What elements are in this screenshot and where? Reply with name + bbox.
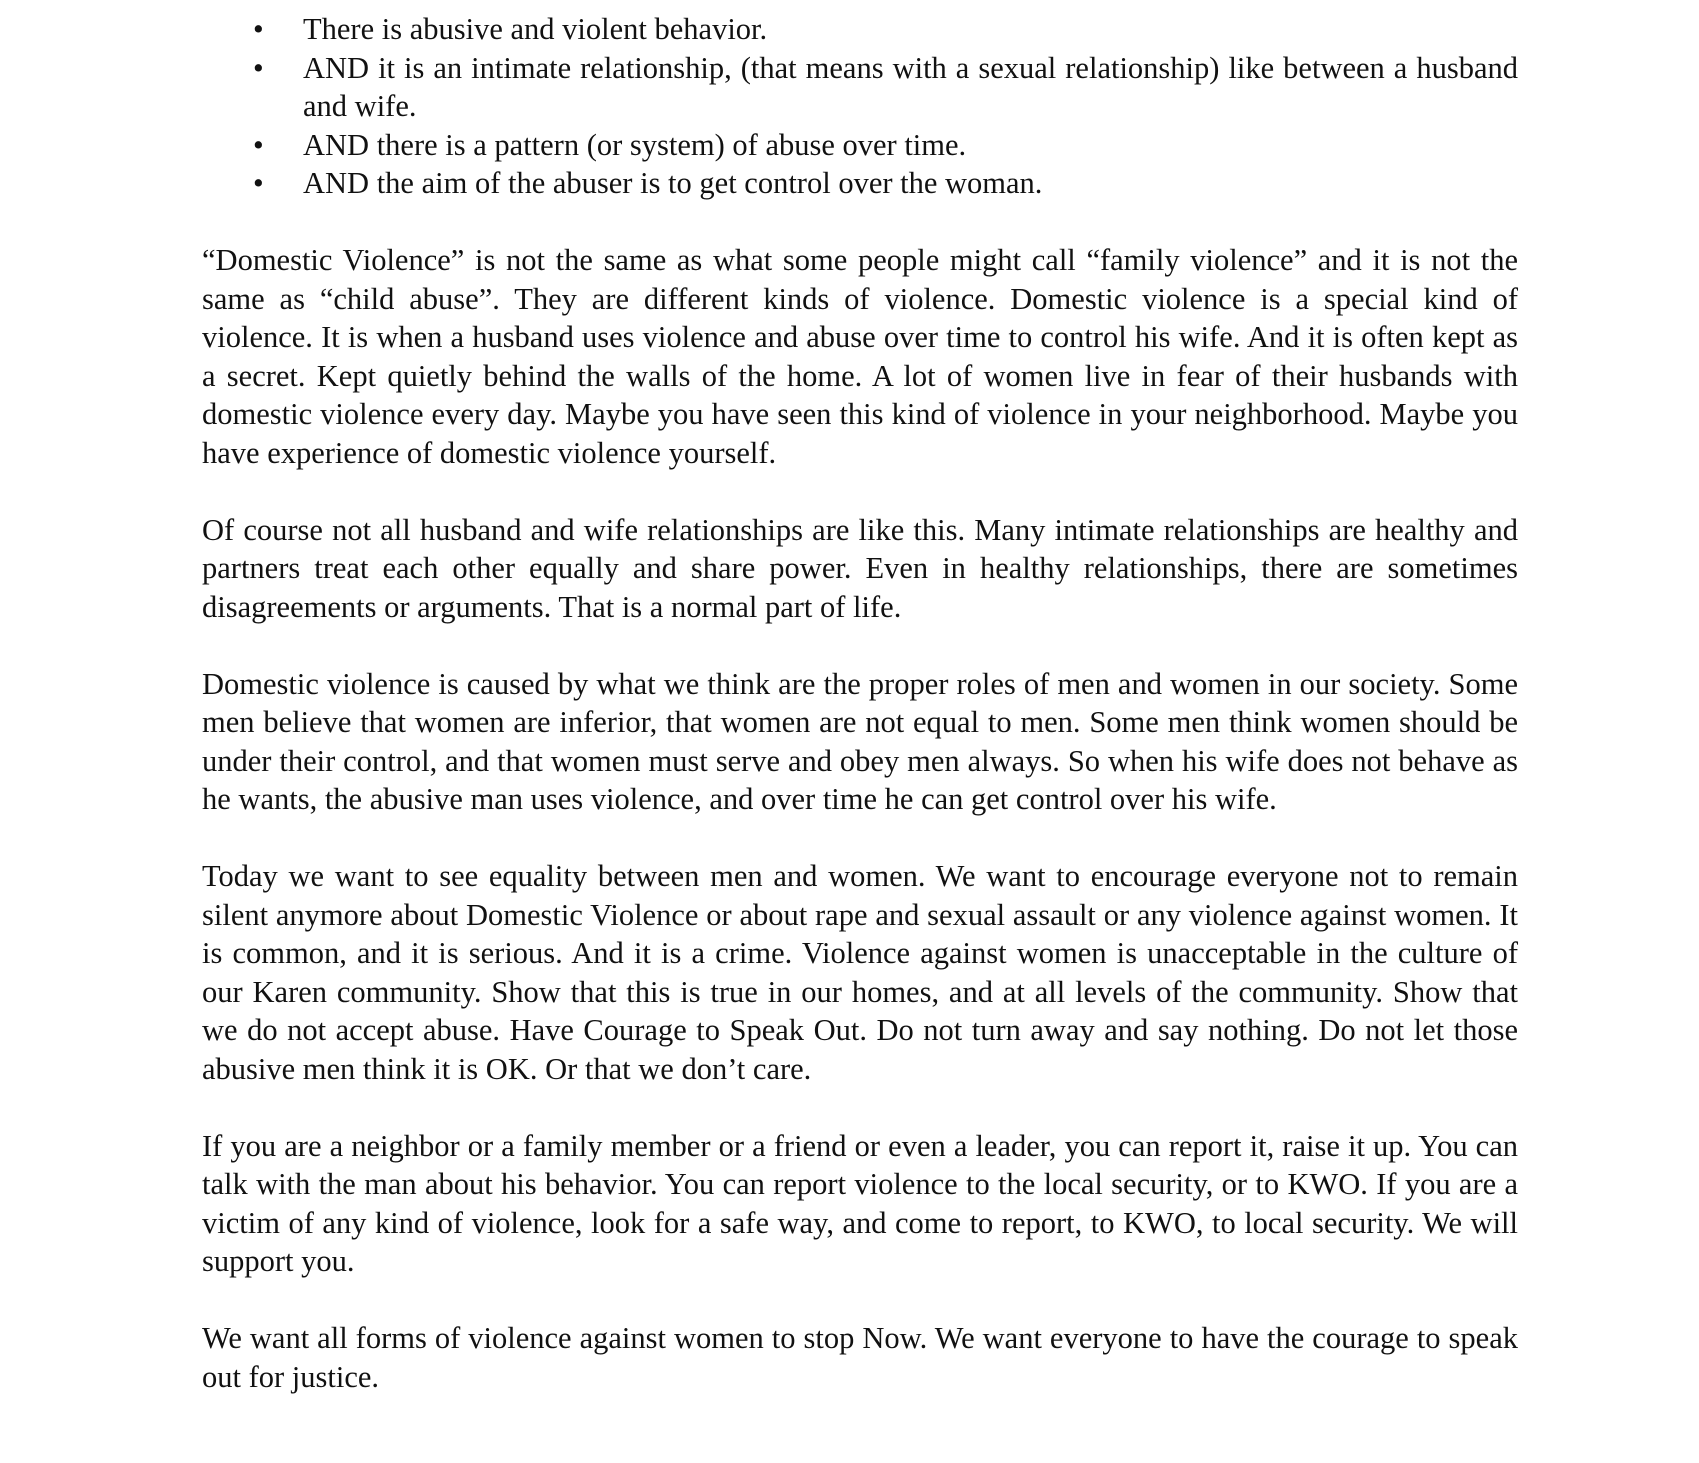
paragraph-closing: We want all forms of violence against women to stop Now. We want everyone to have the courage to speak out for justice.	[202, 1321, 1518, 1394]
paragraph-causes: Domestic violence is caused by what we think are the proper roles of men and women in our society. Some men believe that women are inferior, that women are not equal to men. Some men think women should be under their control, and that women must serve and obey men always. So when his wife does not behave as he wants, the abusive man uses violence, and over time he can get control over his wife.	[202, 666, 1518, 816]
paragraph-domestic-violence-definition: “Domestic Violence” is not the same as what some people might call “family violence” and it is not the same as “child abuse”. They are different kinds of violence. Domestic violence is a special kind of violence. It is when a husband uses violence and abuse over time to control his wife. And it is often kept as a secret. Kept quietly behind the walls of the home. A lot of women live in fear of their husbands with domestic violence every day. Maybe you have seen this kind of violence in your neighborhood. Maybe you have experience of domestic violence yourself.	[202, 243, 1518, 470]
paragraph-how-to-report: If you are a neighbor or a family member or a friend or even a leader, you can report it, raise it up. You can talk with the man about his behavior. You can report violence to the local security, or to KWO. If you are a victim of any kind of violence, look for a safe way, and come to report, to KWO, to local security. We will support you.	[202, 1128, 1518, 1278]
bullet-icon: •	[253, 12, 264, 46]
criteria-bullet-list	[202, 10, 1518, 203]
paragraph-healthy-relationships: Of course not all husband and wife relationships are like this. Many intimate relationships are healthy and partners treat each other equally and share power. Even in healthy relationships, there are sometimes disagreements or arguments. That is a normal part of life.	[202, 512, 1518, 624]
bullet-item	[202, 164, 1518, 203]
bullet-item	[202, 10, 1518, 49]
bullet-item	[202, 126, 1518, 165]
bullet-icon: •	[253, 127, 264, 162]
paragraph-equality-speak-out: Today we want to see equality between men and women. We want to encourage everyone not to remain silent anymore about Domestic Violence or about rape and sexual assault or any violence against women. It is common, and it is serious. And it is a crime. Violence against women is unacceptable in the culture of our Karen community. Show that this is true in our homes, and at all levels of the community. Show that we do not accept abuse. Have Courage to Speak Out. Do not turn away and say nothing. Do not let those abusive men think it is OK. Or that we don’t care.	[202, 859, 1518, 1086]
bullet-text: AND the aim of the abuser is to get control over the woman.	[303, 166, 1043, 200]
document-body	[202, 10, 1518, 1396]
bullet-item	[202, 49, 1518, 126]
bullet-text: AND there is a pattern (or system) of abuse over time.	[303, 127, 967, 162]
bullet-text: AND it is an intimate relationship, (that means with a sexual relationship) like between a husband and wife.	[303, 50, 1518, 123]
bullet-icon: •	[253, 50, 264, 85]
bullet-text: There is abusive and violent behavior.	[303, 12, 768, 46]
bullet-icon: •	[253, 166, 264, 200]
